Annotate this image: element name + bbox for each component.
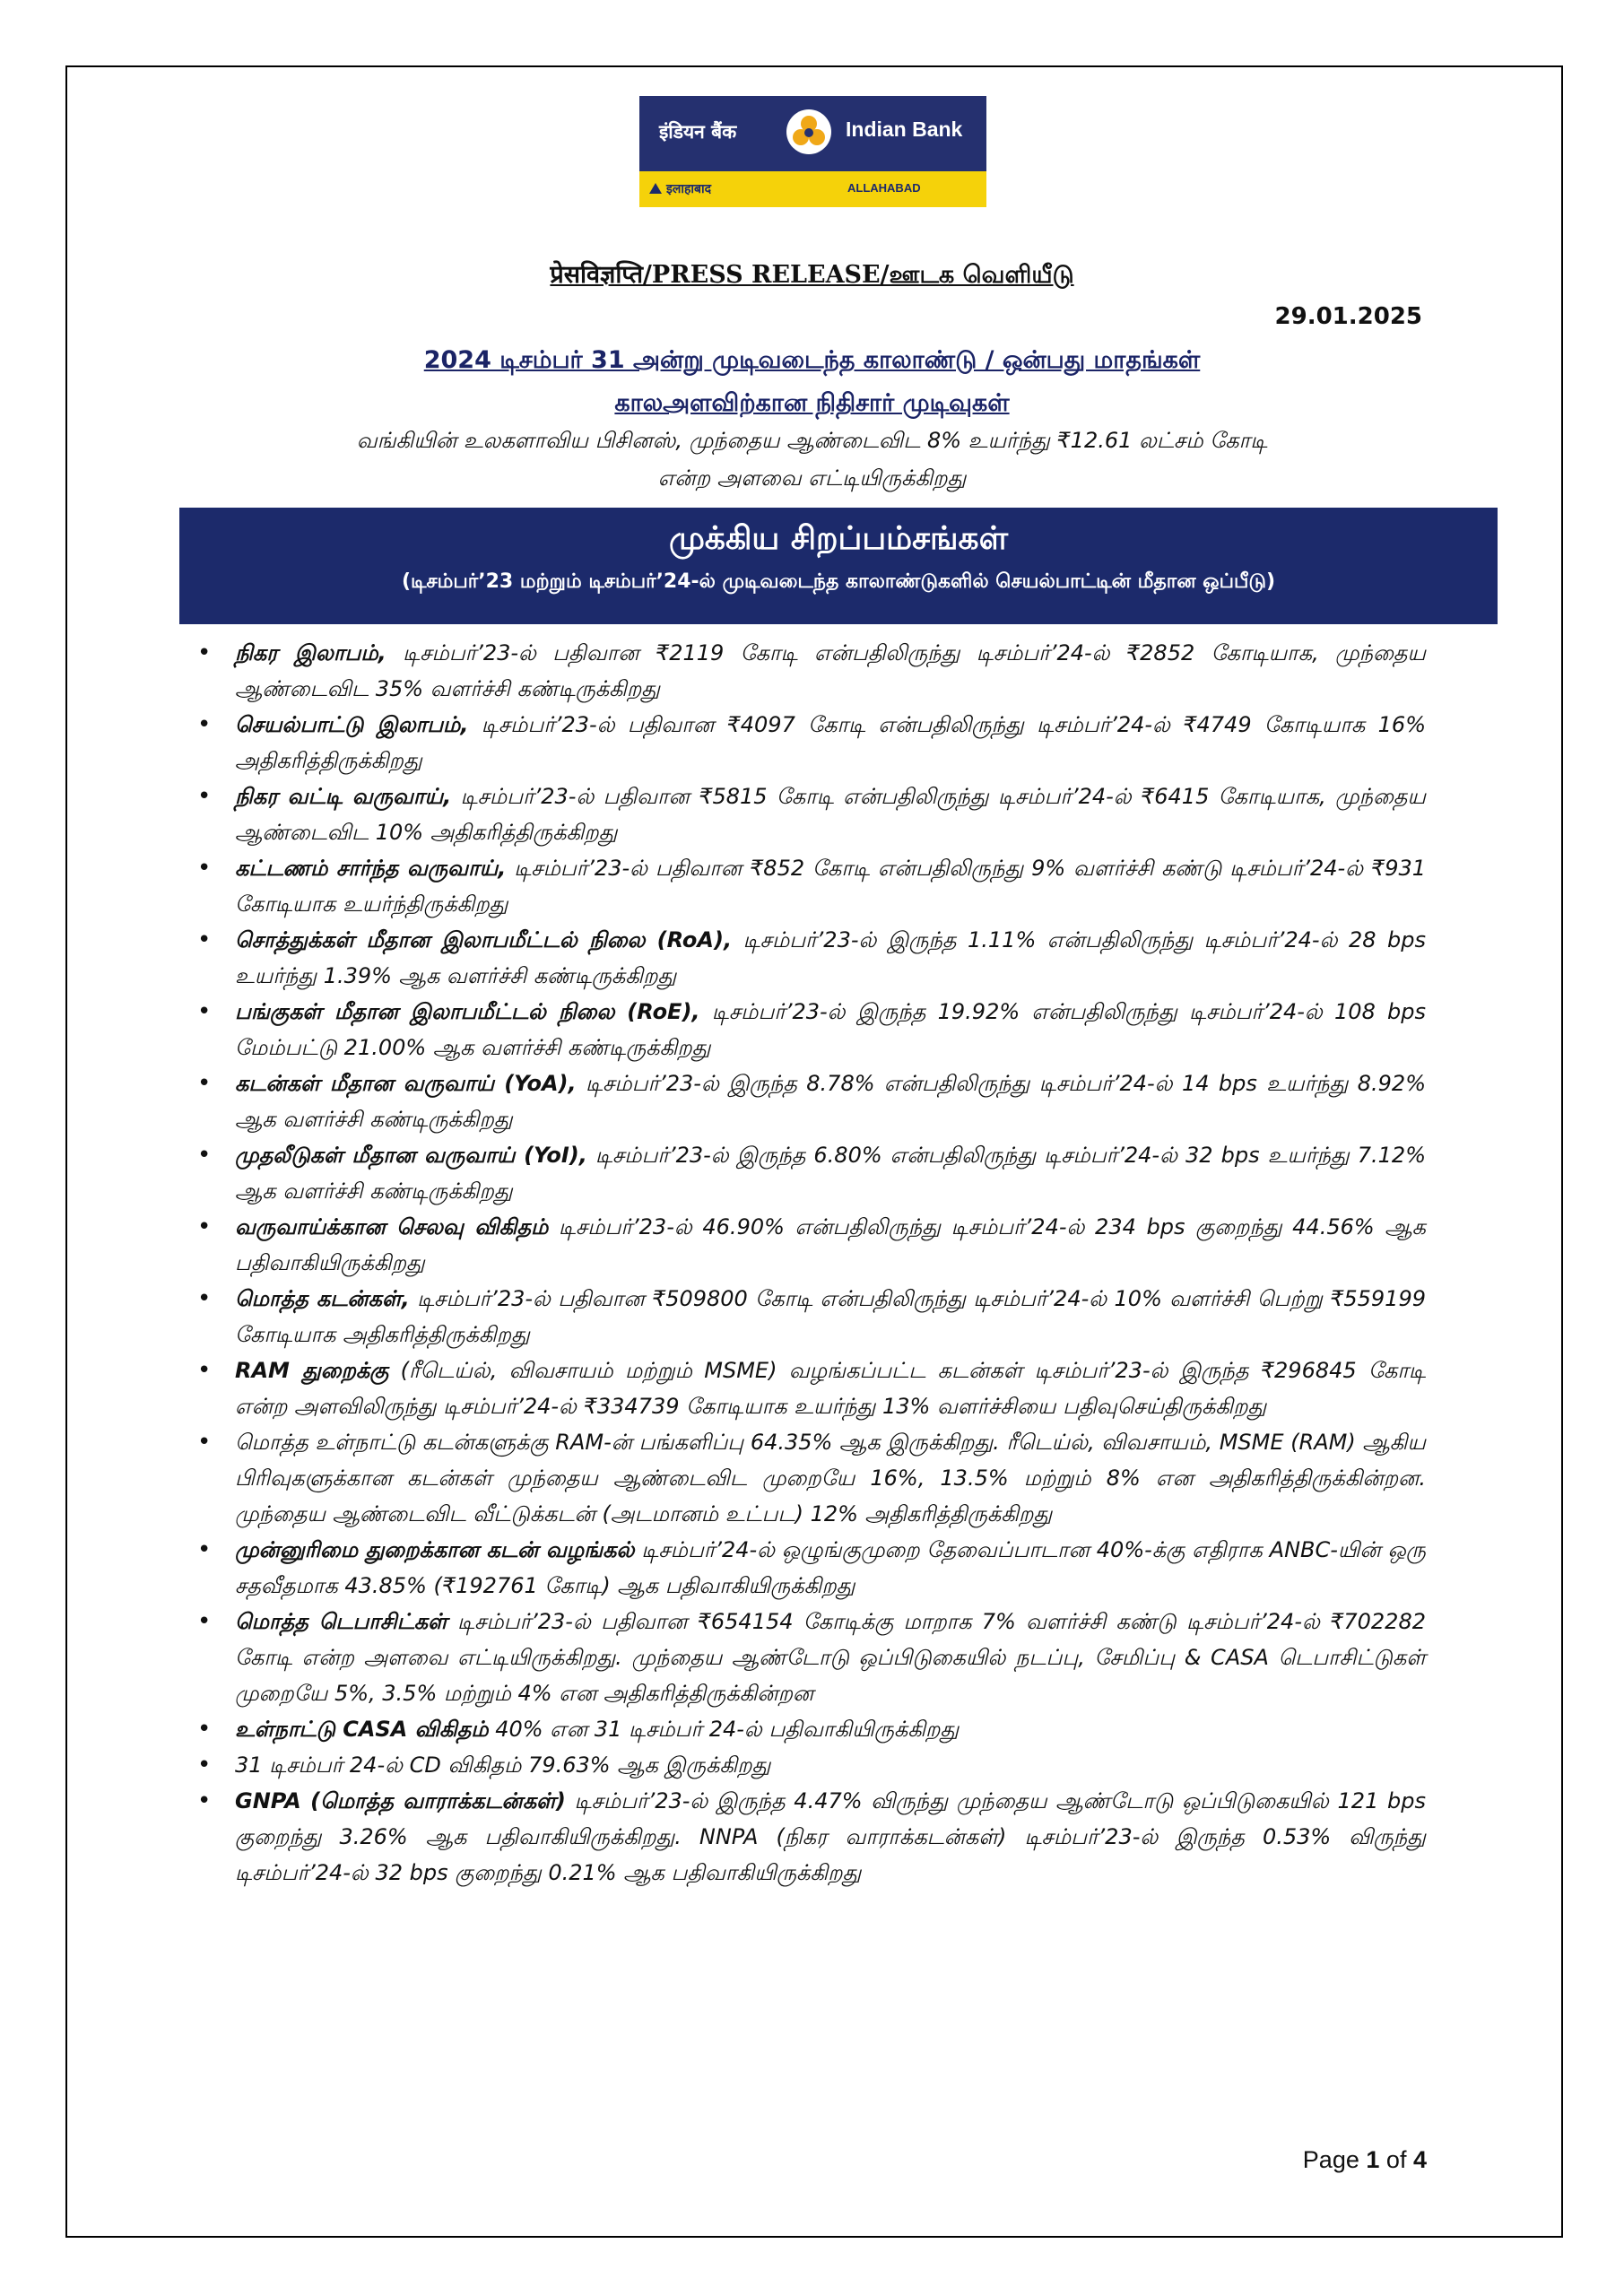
highlight-lead: RAM துறைக்கு — [235, 1358, 389, 1383]
list-item — [197, 922, 1426, 994]
highlight-lead: மொத்த கடன்கள், — [235, 1286, 410, 1311]
banner-subtitle: (டிசம்பர்’23 மற்றும் டிசம்பர்’24-ல் முடிவடைந்த காலாண்டுகளில் செயல்பாட்டின் மீதான ஒப்பீடு) — [401, 570, 1276, 593]
list-item — [197, 1783, 1426, 1891]
list-item — [197, 850, 1426, 922]
highlight-text: 40% என 31 டிசம்பர் 24-ல் பதிவாகியிருக்கிறது — [488, 1717, 960, 1742]
page-of: of — [1385, 2146, 1407, 2173]
document-subtitle — [0, 422, 1624, 497]
subtitle-line-2: என்ற அளவை எட்டியிருக்கிறது — [657, 465, 967, 491]
list-item — [197, 1137, 1426, 1209]
highlight-lead: நிகர வட்டி வருவாய், — [235, 784, 452, 809]
highlight-text: டிசம்பர்’23-ல் பதிவான ₹5815 கோடி என்பதிலிருந்து டிசம்பர்’24-ல் ₹6415 கோடியாக, முந்தைய ஆண்டைவிட 10% அதிகரித்திருக்கிறது — [235, 784, 1427, 845]
logo-allahabad-hindi: इलाहाबाद — [666, 182, 712, 196]
highlight-text: டிசம்பர்’23-ல் இருந்த 19.92% என்பதிலிருந்து டிசம்பர்’24-ல் 108 bps மேம்பட்டு 21.00% ஆக வளர்ச்சி கண்டிருக்கிறது — [235, 999, 1427, 1060]
page-prefix: Page — [1302, 2146, 1359, 2173]
highlights-banner — [179, 508, 1498, 624]
list-item — [197, 1747, 1426, 1783]
highlight-lead: மொத்த டெபாசிட்கள் — [235, 1609, 447, 1634]
banner-title: முக்கிய சிறப்பம்சங்கள் — [668, 520, 1009, 557]
bank-emblem-icon — [786, 109, 832, 155]
logo-bottom-band — [639, 171, 986, 207]
highlight-lead: கட்டணம் சார்ந்த வருவாய், — [235, 856, 507, 881]
list-item — [197, 1711, 1426, 1747]
logo-top-band — [639, 96, 986, 171]
highlight-lead: நிகர இலாபம், — [235, 640, 386, 665]
list-item — [197, 1065, 1426, 1137]
document-title — [0, 339, 1624, 425]
highlight-text: மொத்த உள்நாட்டு கடன்களுக்கு RAM-ன் பங்களிப்பு 64.35% ஆக இருக்கிறது. ரீடெய்ல், விவசாயம், MSME (RAM) ஆகிய பிரிவுகளுக்கான கடன்கள் முந்தைய ஆண்டைவிட முறையே 16%, 13.5% மற்றும் 8% என அதிகரித்திருக்கின்றன. முந்தைய ஆண்டைவிட வீட்டுக்கடன் (அடமானம் உட்பட) 12% அதிகரித்திருக்கிறது — [235, 1430, 1426, 1526]
highlight-text: டிசம்பர்’24-ல் ஒழுங்குமுறை தேவைப்பாடான 40%-க்கு எதிராக ANBC-யின் ஒரு சதவீதமாக 43.85% (₹192761 கோடி) ஆக பதிவாகியிருக்கிறது — [235, 1537, 1427, 1598]
highlight-lead: செயல்பாட்டு இலாபம், — [235, 712, 469, 737]
highlight-lead: சொத்துக்கள் மீதான இலாபமீட்டல் நிலை (RoA), — [235, 927, 733, 952]
highlight-lead: GNPA (மொத்த வாராக்கடன்கள்) — [235, 1788, 566, 1813]
highlight-lead: பங்குகள் மீதான இலாபமீட்டல் நிலை (RoE), — [235, 999, 700, 1024]
highlight-text: 31 டிசம்பர் 24-ல் CD விகிதம் 79.63% ஆக இருக்கிறது — [235, 1752, 771, 1778]
allahabad-triangle-icon — [649, 183, 662, 194]
logo-allahabad-english: ALLAHABAD — [847, 181, 921, 195]
list-item — [197, 707, 1426, 778]
list-item — [197, 1604, 1426, 1711]
highlight-text: டிசம்பர்’23-ல் பதிவான ₹4097 கோடி என்பதிலிருந்து டிசம்பர்’24-ல் ₹4749 கோடியாக 16% அதிகரித்திருக்கிறது — [235, 712, 1426, 773]
highlight-lead: முதலீடுகள் மீதான வருவாய் (YoI), — [235, 1143, 587, 1168]
release-date: 29.01.2025 — [1274, 303, 1422, 330]
list-item — [197, 1424, 1426, 1532]
highlight-text: டிசம்பர்’23-ல் பதிவான ₹509800 கோடி என்பதிலிருந்து டிசம்பர்’24-ல் 10% வளர்ச்சி பெற்று ₹559199 கோடியாக அதிகரித்திருக்கிறது — [235, 1286, 1426, 1347]
highlight-text: டிசம்பர்’23-ல் பதிவான ₹2119 கோடி என்பதிலிருந்து டிசம்பர்’24-ல் ₹2852 கோடியாக, முந்தைய ஆண்டைவிட 35% வளர்ச்சி கண்டிருக்கிறது — [235, 640, 1426, 701]
highlight-lead: முன்னுரிமை துறைக்கான கடன் வழங்கல் — [235, 1537, 635, 1562]
logo-english-name: Indian Bank — [846, 117, 963, 141]
list-item — [197, 635, 1426, 707]
highlight-lead: வருவாய்க்கான செலவு விகிதம் — [235, 1214, 549, 1239]
highlight-text: டிசம்பர்’23-ல் இருந்த 8.78% என்பதிலிருந்து டிசம்பர்’24-ல் 14 bps உயர்ந்து 8.92% ஆக வளர்ச்சி கண்டிருக்கிறது — [235, 1071, 1427, 1132]
list-item — [197, 1281, 1426, 1352]
highlight-lead: உள்நாட்டு CASA விகிதம் — [235, 1717, 489, 1742]
title-line-1: 2024 டிசம்பர் 31 அன்று முடிவடைந்த காலாண்டு / ஒன்பது மாதங்கள் — [423, 346, 1201, 374]
page-total: 4 — [1412, 2146, 1427, 2173]
list-item — [197, 1532, 1426, 1604]
list-item — [197, 1209, 1426, 1281]
list-item — [197, 1352, 1426, 1424]
highlight-text: டிசம்பர்’23-ல் 46.90% என்பதிலிருந்து டிசம்பர்’24-ல் 234 bps குறைந்து 44.56% ஆக பதிவாகியிருக்கிறது — [235, 1214, 1426, 1275]
title-line-2: காலஅளவிற்கான நிதிசார் முடிவுகள் — [614, 389, 1010, 417]
logo-hindi-name: इंडियन बैंक — [659, 121, 737, 143]
list-item — [197, 778, 1426, 850]
highlight-text: டிசம்பர்’23-ல் இருந்த 4.47% விருந்து முந்தைய ஆண்டோடு ஒப்பிடுகையில் 121 bps குறைந்து 3.26% ஆக பதிவாகியிருக்கிறது. NNPA (நிகர வாராக்கடன்கள்) டிசம்பர்’23-ல் இருந்த 0.53% விருந்து டிசம்பர்’24-ல் 32 bps குறைந்து 0.21% ஆக பதிவாகியிருக்கிறது — [235, 1788, 1426, 1885]
highlight-text: டிசம்பர்’23-ல் இருந்த 6.80% என்பதிலிருந்து டிசம்பர்’24-ல் 32 bps உயர்ந்து 7.12% ஆக வளர்ச்சி கண்டிருக்கிறது — [235, 1143, 1426, 1204]
highlight-text: டிசம்பர்’23-ல் பதிவான ₹852 கோடி என்பதிலிருந்து 9% வளர்ச்சி கண்டு டிசம்பர்’24-ல் ₹931 கோடியாக உயர்ந்திருக்கிறது — [235, 856, 1426, 917]
highlights-list — [197, 635, 1426, 1891]
subtitle-line-1: வங்கியின் உலகளாவிய பிசினஸ், முந்தைய ஆண்டைவிட 8% உயர்ந்து ₹12.61 லட்சம் கோடி — [356, 428, 1268, 453]
page-current: 1 — [1366, 2146, 1380, 2173]
highlight-text: டிசம்பர்’23-ல் பதிவான ₹654154 கோடிக்கு மாறாக 7% வளர்ச்சி கண்டு டிசம்பர்’24-ல் ₹702282 கோடி என்ற அளவை எட்டியிருக்கிறது. முந்தைய ஆண்டோடு ஒப்பிடுகையில் நடப்பு, சேமிப்பு & CASA டெபாசிட்டுகள் முறையே 5%, 3.5% மற்றும் 4% என அதிகரித்திருக்கின்றன — [235, 1609, 1426, 1706]
page-number — [1303, 2146, 1427, 2174]
highlight-text: டிசம்பர்’23-ல் இருந்த 1.11% என்பதிலிருந்து டிசம்பர்’24-ல் 28 bps உயர்ந்து 1.39% ஆக வளர்ச்சி கண்டிருக்கிறது — [235, 927, 1426, 988]
press-release-heading: प्रेसविज्ञप्ति/PRESS RELEASE/ஊடக வெளியீடு — [550, 261, 1074, 289]
indian-bank-logo — [639, 96, 986, 207]
highlight-lead: கடன்கள் மீதான வருவாய் (YoA), — [235, 1071, 577, 1096]
list-item — [197, 994, 1426, 1065]
highlight-text: (ரீடெய்ல், விவசாயம் மற்றும் MSME) வழங்கப்பட்ட கடன்கள் டிசம்பர்’23-ல் இருந்த ₹296845 கோடி என்ற அளவிலிருந்து டிசம்பர்’24-ல் ₹334739 கோடியாக உயர்ந்து 13% வளர்ச்சியை பதிவுசெய்திருக்கிறது — [235, 1358, 1426, 1419]
